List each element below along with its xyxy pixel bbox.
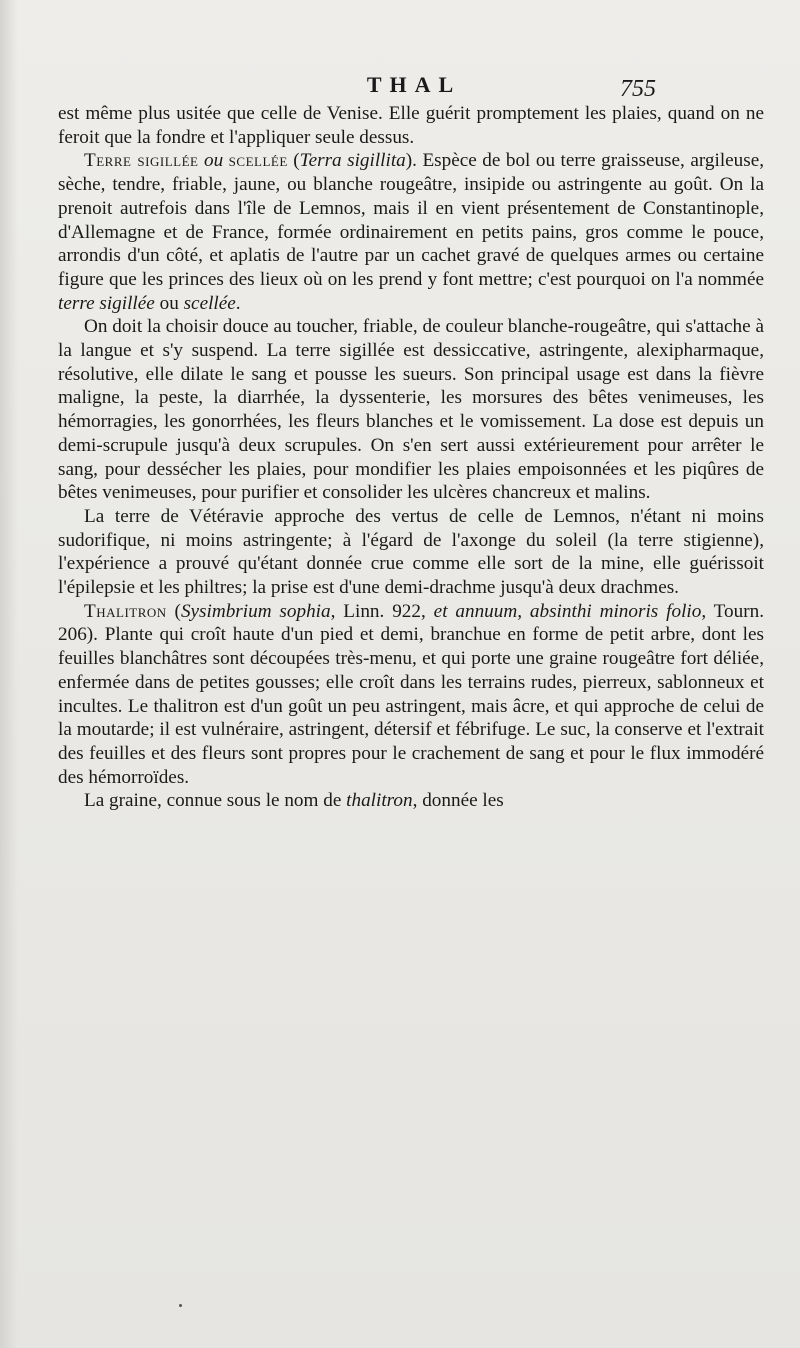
entry-term-alt: scellée [228, 150, 288, 172]
entry-text: ). Espèce de bol ou terre graisseuse, argileuse, sèche, tendre, friable, jaune, ou blanche rougeâtre, insipide ou astringente au goût. On la prenoit autrefois dans l'île de Lemnos, mais il en vient présentement de Constantinople, d'Allemagne et de France, formée ordinairement en petits pains, gros comme le pouce, arrondis d'un côté, et aplatis de l'autre par un cachet gravé de quelques armes ou certaine figure que les princes des lieux où on les prend y font mettre; c'est pourquoi on l'a nommée [58, 150, 765, 290]
entry-thalitron: Thalitron (Sysimbrium sophia, Linn. 922, et annuum, absinthi minoris folio, Tourn. 206). Plante qui croît haute d'un pied et demi, branchue en forme de petit arbre, dont les feuilles blanchâtres sont découpées très-menu, et qui porte une graine rougeâtre fort déliée, enfermée dans de petites gousses; elle croît dans les terrains rudes, pierreux, sablonneux et incultes. Le thalitron est d'un goût un peu astringent, mais âcre, et qui approche de celui de la moutarde; il est vulnéraire, astringent, détersif et fébrifuge. Le suc, la conserve et l'extrait des feuilles et des fleurs sont propres pour le crachement de sang et pour le flux immodéré des hémorroïdes. [58, 600, 765, 788]
paragraph-veteravie: La terre de Vétéravie approche des vertus de celle de Lemnos, n'étant ni moins sudorifique, ni moins astringente; à l'égard de l'axonge du soleil (la terre stigienne), l'expérience a prouvé qu'étant donnée crue comme elle sort de la mine, elle guérissoit l'épilepsie et les philtres; la prise est d'une demi-drachme jusqu'à deux drachmes. [58, 505, 764, 599]
entry-conjunction: ou [203, 150, 224, 172]
entry-term: Thalitron [84, 600, 167, 622]
latin-name: Sysimbrium sophia [180, 600, 331, 622]
page-number: 755 [620, 76, 656, 102]
paragraph-usage: On doit la choisir douce au toucher, friable, de couleur blanche-rougeâtre, qui s'attache à la langue et s'y suspend. La terre sigillée est dessiccative, astringente, alexipharmaque, résolutive, elle dilate le sang et pousse les sueurs. Son principal usage est dans la fièvre maligne, la peste, la diarrhée, la dyssenterie, les morsures des bêtes venimeuses, les hémorragies, les gonorrhées, les fleurs blanches et le vomissement. La dose est depuis un demi-scrupule jusqu'à deux scrupules. On s'en sert aussi extérieurement pour arrêter le sang, pour dessécher les plaies, pour mondifier les plaies empoisonnées et les piqûres de bêtes venimeuses, pour purifier et consolider les ulcères chancreux et malins. [58, 316, 764, 504]
ink-speck [179, 1304, 182, 1307]
entry-terre-sigillee: Terre sigillée ou scellée (Terra sigillita). Espèce de bol ou terre graisseuse, argileuse, sèche, tendre, friable, jaune, ou blanche rougeâtre, insipide ou astringente au goût. On la prenoit autrefois dans l'île de Lemnos, mais il en vient présentement de Constantinople, d'Allemagne et de France, formée ordinairement en petits pains, gros comme le pouce, arrondis d'un côté, et aplatis de l'autre par un cachet gravé de quelques armes ou certaine figure que les princes des lieux où on les prend y font mettre; c'est pourquoi on l'a nommée terre sigillée ou scellée. [58, 150, 765, 314]
entry-text: , Tourn. 206). Plante qui croît haute d'un pied et demi, branchue en forme de petit arbre, dont les feuilles blanchâtres sont découpées très-menu, et qui porte une graine rougeâtre fort déliée, enfermée dans de petites gousses; elle croît dans les terrains rudes, pierreux, sablonneux et incultes. Le thalitron est d'un goût un peu astringent, mais âcre, et qui approche de celui de la moutarde; il est vulnéraire, astringent, détersif et fébrifuge. Le suc, la conserve et l'extrait des feuilles et des fleurs sont propres pour le crachement de sang et pour le flux immodéré des hémorroïdes. [58, 600, 765, 788]
latin-name: Terra sigillita [299, 150, 406, 172]
paragraph-continuation: est même plus usitée que celle de Venise. Elle guérit promptement les plaies, quand on ne feroit que la fondre et l'appliquer seule dessus. [58, 103, 764, 148]
paragraph-graine: La graine, connue sous le nom de thalitron, donnée les [84, 790, 504, 812]
running-title: THAL [366, 72, 462, 97]
latin-name-alt: et annuum, absinthi minoris folio [433, 600, 702, 622]
entry-term: Terre sigillée [84, 150, 199, 172]
body-text [58, 102, 764, 813]
